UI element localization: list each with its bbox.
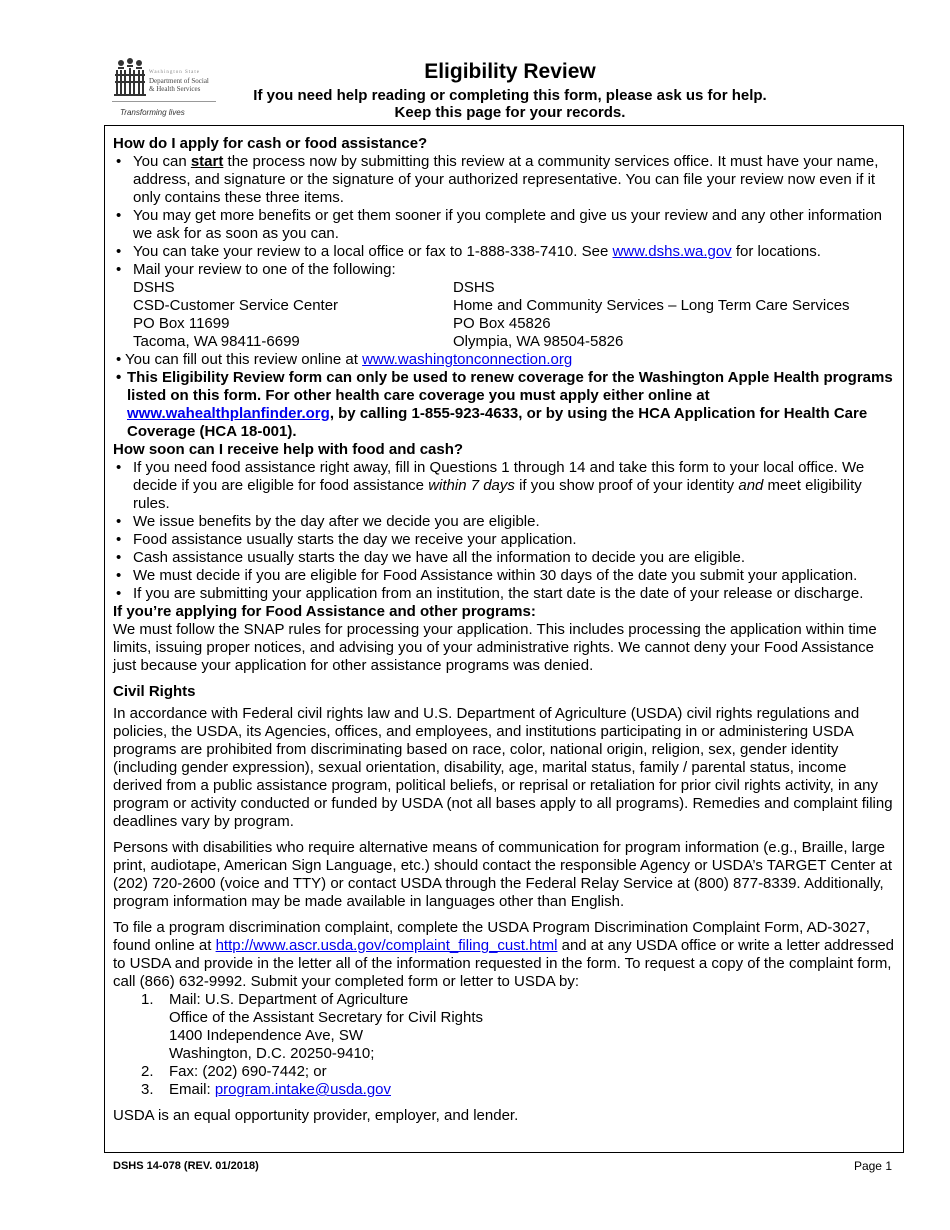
- civil-rights-paragraph-2: Persons with disabilities who require alternative means of communication for program information (e.g., Braille, large print, audiotape, American Sign Language, etc.) should contact the responsible Agency or USDA’s TARGET Center at (202) 720-2600 (voice and TTY) or contact USDA through the Federal Relay Service at (800) 877-8339. Additionally, program information may be made available in languages other than English.: [113, 839, 893, 910]
- start-emphasis: start: [190, 153, 224, 170]
- list-item: 3. Email: program.intake@usda.gov: [141, 1081, 391, 1098]
- list-item: • You can start the process now by submitting this review at a community services office. It must have your name, address, and signature or the signature of your authorized representative. You can file your review now even if it only contains these three items.: [113, 153, 895, 207]
- logo-state: Washington State: [149, 70, 201, 75]
- form-content: [113, 135, 895, 1125]
- page-subtitle: [210, 87, 810, 121]
- list-item: 2. Fax: (202) 690-7442; or: [141, 1063, 327, 1080]
- apply-heading: How do I apply for cash or food assistance?: [113, 135, 428, 152]
- subtitle-records: Keep this page for your records.: [394, 104, 626, 121]
- programs-text: We must follow the SNAP rules for processing your application. This includes processing the application within time limits, issuing proper notices, and advising you of your administrative rights. We cannot deny your Food Assistance just because your application for other assistance programs was denied.: [113, 621, 877, 674]
- soon-list: [113, 459, 895, 603]
- page-title: Eligibility Review: [424, 60, 596, 83]
- civil-rights-paragraph-3: To file a program discrimination complaint, complete the USDA Program Discrimination Complaint Form, AD-3027, found online at http://www.ascr.usda.gov/complaint_filing_cust.html and at any USDA office or write a letter addressed to USDA and provide in the letter all of the information requested in the form. To request a copy of the complaint form, call (866) 632-9992. Submit your completed form or letter to USDA by:: [113, 919, 895, 990]
- equal-opportunity-statement: USDA is an equal opportunity provider, employer, and lender.: [113, 1107, 519, 1124]
- logo-tagline: Transforming lives: [120, 108, 185, 117]
- list-item: • This Eligibility Review form can only be used to renew coverage for the Washington Apple Health programs listed on this form. For other health care coverage you must apply either online at www.wahealthplanfinder.org, by calling 1-855-923-4633, or by using the HCA Application for Health Care Coverage (HCA 18-001).: [113, 369, 895, 441]
- dshs-website-link[interactable]: www.dshs.wa.gov: [612, 243, 732, 260]
- subtitle-help: If you need help reading or completing this form, please ask us for help.: [253, 87, 767, 104]
- washington-connection-link[interactable]: www.washingtonconnection.org: [362, 351, 573, 368]
- list-item: • You may get more benefits or get them sooner if you complete and give us your review and any other information we ask for as soon as you can.: [113, 207, 895, 243]
- form-id: DSHS 14-078 (REV. 01/2018): [113, 1160, 259, 1172]
- soon-heading: How soon can I receive help with food and cash?: [113, 441, 464, 458]
- logo-dept-line1: Department of Social: [149, 77, 209, 85]
- dshs-logo-icon: [112, 57, 148, 101]
- logo-dept-line2: & Health Services: [149, 85, 201, 93]
- list-item: • We issue benefits by the day after we decide you are eligible.: [113, 513, 895, 531]
- submission-methods: [113, 991, 895, 1099]
- page-number: Page 1: [853, 1159, 892, 1173]
- list-item: • Mail your review to one of the following: DSHS CSD-Customer Service Center PO Box 11699 Tacoma, WA 98411-6699 DSHS Home and Community Services – Long Term Care Services PO Box 45826 Olympia, WA 98504-5826: [113, 261, 895, 351]
- programs-heading: If you’re applying for Food Assistance and other programs:: [113, 603, 536, 620]
- list-item: • If you need food assistance right away, fill in Questions 1 through 14 and take this form to your local office. We decide if you are eligible for food assistance within 7 days if you show proof of your identity and meet eligibility rules.: [113, 459, 895, 513]
- list-item: 1. Mail: U.S. Department of Agriculture Office of the Assistant Secretary for Civil Rights 1400 Independence Ave, SW Washington, D.C. 20250-9410;: [141, 991, 484, 1062]
- email-link[interactable]: program.intake@usda.gov: [214, 1081, 391, 1098]
- address-hcs: DSHS Home and Community Services – Long Term Care Services PO Box 45826 Olympia, WA 98504-5826: [453, 279, 850, 350]
- list-item: • We must decide if you are eligible for Food Assistance within 30 days of the date you submit your application.: [113, 567, 895, 585]
- logo-text: [149, 69, 209, 93]
- list-item: • If you are submitting your application from an institution, the start date is the date of your release or discharge.: [113, 585, 895, 603]
- mailing-addresses: [133, 279, 895, 351]
- apply-list: [113, 153, 895, 441]
- healthplanfinder-link[interactable]: www.wahealthplanfinder.org: [127, 405, 330, 422]
- civil-rights-heading: Civil Rights: [113, 683, 196, 700]
- civil-rights-paragraph-1: In accordance with Federal civil rights law and U.S. Department of Agriculture (USDA) civil rights regulations and policies, the USDA, its Agencies, offices, and employees, and institutions participating in or administering USDA programs are prohibited from discriminating based on race, color, national origin, religion, sex, gender identity (including gender expression), sexual orientation, disability, age, marital status, family / parental status, income derived from a public assistance program, political beliefs, or reprisal or retaliation for prior civil rights activity, in any program or activity conducted or funded by USDA (not all bases apply to all programs). Remedies and complaint filing deadlines vary by program.: [113, 705, 893, 830]
- complaint-form-link[interactable]: http://www.ascr.usda.gov/complaint_filing_cust.html: [215, 937, 558, 954]
- logo-divider: [112, 101, 216, 102]
- list-item: • Cash assistance usually starts the day we have all the information to decide you are eligible.: [113, 549, 895, 567]
- list-item: • Food assistance usually starts the day we receive your application.: [113, 531, 895, 549]
- list-item: • You can fill out this review online at www.washingtonconnection.org: [113, 351, 895, 369]
- list-item: • You can take your review to a local office or fax to 1-888-338-7410. See www.dshs.wa.gov for locations.: [113, 243, 895, 261]
- address-csd: DSHS CSD-Customer Service Center PO Box 11699 Tacoma, WA 98411-6699: [133, 279, 339, 350]
- dshs-logo: [112, 57, 222, 119]
